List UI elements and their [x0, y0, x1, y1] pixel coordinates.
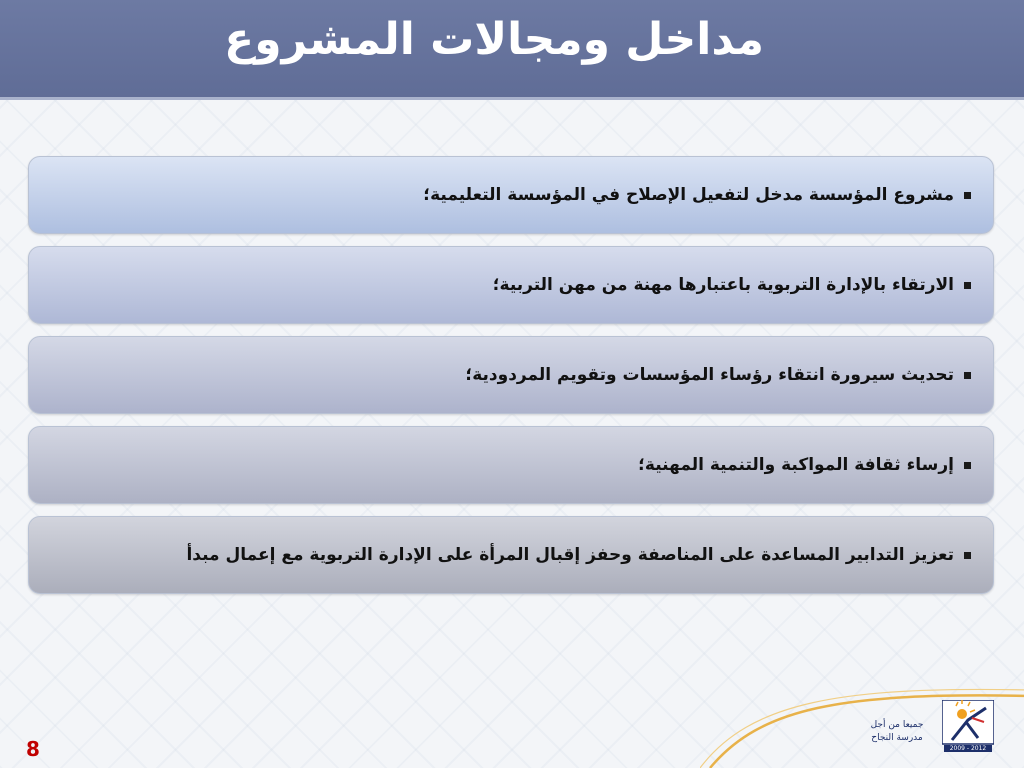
item-list: [28, 156, 994, 606]
page-number: 8: [26, 737, 40, 761]
logo-slogan-line2: مدرسة النجاح: [871, 733, 923, 743]
list-item: [28, 336, 994, 414]
square-bullet-icon: [964, 372, 971, 379]
list-item-text: تعزيز التدابير المساعدة على المناصفة وحفز إقبال المرأة على الإدارة التربوية مع إعمال مبدأ: [186, 545, 954, 565]
logo-slogan-line1: جميعا من أجل: [870, 720, 924, 730]
title-bar: [0, 0, 1024, 100]
list-item-text: تحديث سيرورة انتقاء رؤساء المؤسسات وتقويم المردودية؛: [465, 365, 954, 385]
list-item-text: إرساء ثقافة المواكبة والتنمية المهنية؛: [638, 455, 954, 475]
square-bullet-icon: [964, 192, 971, 199]
logo-years: 2009 - 2012: [944, 745, 992, 752]
square-bullet-icon: [964, 282, 971, 289]
list-item-text: الارتقاء بالإدارة التربوية باعتبارها مهنة من مهن التربية؛: [492, 275, 954, 295]
slide-title: مداخل ومجالات المشروع: [224, 14, 764, 65]
list-item: [28, 246, 994, 324]
list-item: [28, 156, 994, 234]
square-bullet-icon: [964, 462, 971, 469]
list-item: [28, 516, 994, 594]
list-item-text: مشروع المؤسسة مدخل لتفعيل الإصلاح في المؤسسة التعليمية؛: [423, 185, 954, 205]
list-item: [28, 426, 994, 504]
square-bullet-icon: [964, 552, 971, 559]
